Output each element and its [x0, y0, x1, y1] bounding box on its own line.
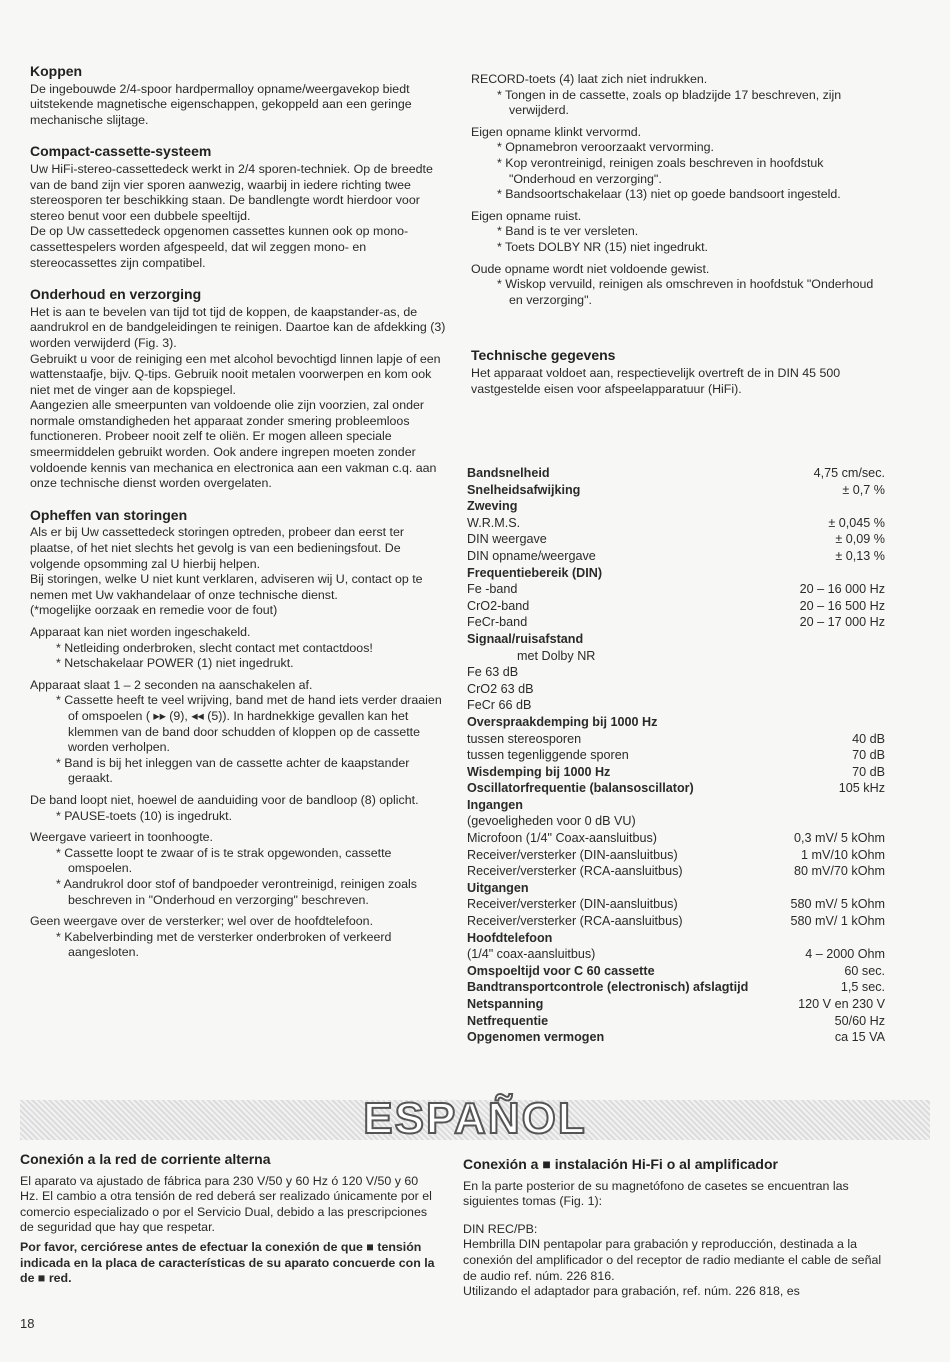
spec-row [467, 880, 885, 897]
spec-row [467, 498, 885, 515]
symptom-erase: Oude opname wordt niet voldoende gewist. [471, 261, 710, 276]
spec-value: 40 dB [852, 731, 885, 746]
spec-row [467, 946, 885, 963]
spec-row [467, 664, 885, 681]
spec-row [467, 913, 885, 930]
spec-label: tussen stereosporen [467, 731, 582, 746]
spec-row [467, 979, 885, 996]
spec-row [467, 548, 885, 565]
spec-value: 80 mV/70 kOhm [794, 864, 885, 879]
spec-row [467, 963, 885, 980]
spec-label: Netspanning [467, 997, 544, 1011]
spec-value: 1,5 sec. [840, 980, 885, 995]
spec-row [467, 813, 885, 830]
spec-row [467, 1013, 885, 1030]
spec-label: W.R.M.S. [467, 515, 521, 530]
spec-row [467, 482, 885, 499]
section-compact-cassette [30, 144, 448, 271]
spec-label: FeCr-band [467, 615, 528, 630]
spec-value: 580 mV/ 5 kOhm [790, 897, 885, 912]
spec-value: 0,3 mV/ 5 kOhm [794, 831, 885, 846]
spec-label: Hoofdtelefoon [467, 930, 553, 945]
spec-row [467, 731, 885, 748]
remedy-noise-1: * Band is te ver versleten. [471, 224, 889, 240]
spec-label: FeCr 66 dB [467, 698, 532, 713]
spec-row [467, 896, 885, 913]
spec-label: tussen tegenliggende sporen [467, 748, 629, 763]
spec-label: Wisdemping bij 1000 Hz [467, 764, 611, 779]
spec-row [467, 465, 885, 482]
spec-value: 105 kHz [838, 781, 885, 796]
koppen-text: De ingebouwde 2/4-spoor hardpermalloy opname/weergavekop biedt uitstekende magnetische eigenschappen, gekoppeld aan een geringe mechanische slijtage. [30, 81, 412, 127]
spec-value: 20 – 16 000 Hz [799, 582, 885, 597]
storingen-text-1: Als er bij Uw cassettedeck storingen optreden, probeer dan eerst ter plaatse, of het niet slechts het gevolg is van een bedieningsfout. De volgende opsomming zal U hierbij helpen. [30, 525, 404, 571]
spec-row [467, 631, 885, 648]
spec-row [467, 764, 885, 781]
conexion-hifi-text-4: Utilizando el adaptador para grabación, ref. núm. 226 818, es [463, 1284, 800, 1299]
onderhoud-text-1: Het is aan te bevelen van tijd tot tijd de koppen, de kaapstander-as, de aandrukrol en de bandgeleidingen te reinigen. Daartoe kan de afdekking (3) worden verwijderd (Fig. 3). [30, 304, 446, 350]
section-conexion-hifi [463, 1157, 883, 1300]
spec-row [467, 830, 885, 847]
spec-value: 1 mV/10 kOhm [801, 847, 885, 862]
heading-compact-cassette: Compact-cassette-systeem [30, 143, 212, 160]
remedy-1-1: * Netleiding onderbroken, slecht contact met contactdoos! [30, 641, 448, 657]
spec-value: 20 – 17 000 Hz [799, 615, 885, 630]
remedy-distorted-2: * Kop verontreinigd, reinigen zoals beschreven in hoofdstuk "Onderhoud en verzorging". [471, 156, 889, 187]
technische-intro: Het apparaat voldoet aan, respectievelijk overtreft de in DIN 45 500 vastgestelde eisen voor afspeelapparatuur (HiFi). [471, 365, 841, 396]
remedy-noise-2: * Toets DOLBY NR (15) niet ingedrukt. [471, 240, 889, 256]
spec-row [467, 1029, 885, 1046]
section-storingen [30, 508, 448, 961]
remedy-distorted-3: * Bandsoortschakelaar (13) niet op goede bandsoort ingesteld. [471, 187, 889, 203]
symptom-1: Apparaat kan niet worden ingeschakeld. [30, 625, 251, 639]
symptom-2: Apparaat slaat 1 – 2 seconden na aanschakelen af. [30, 677, 313, 692]
spec-label: Signaal/ruisafstand [467, 631, 584, 646]
spec-row [467, 863, 885, 880]
compact-text-1: Uw HiFi-stereo-cassettedeck werkt in 2/4 sporen-techniek. Op de breedte van de band zijn vier sporen aanwezig, waarbij in iedere richting twee stereosporen ter beschikking staan. De bandlengte wordt hierdoor voor stereo benut voor een dubbele speeltijd. [30, 161, 433, 223]
spec-row [467, 598, 885, 615]
conexion-red-text-1: El aparato va ajustado de fábrica para 230 V/50 y 60 Hz ó 120 V/50 y 60 Hz. El cambio a otra tensión de red deberá ser realizado únicamente por el comercio especializado o por el Servicio Dual, debido a las prescripciones de seguridad que hay que respetar. [20, 1173, 432, 1235]
left-column [30, 64, 448, 977]
spec-row [467, 847, 885, 864]
spec-label: Uitgangen [467, 880, 529, 895]
symptom-3: De band loopt niet, hoewel de aanduiding voor de bandloop (8) oplicht. [30, 792, 419, 807]
spec-row [467, 714, 885, 731]
section-conexion-red [20, 1152, 440, 1287]
remedy-3-1: * PAUSE-toets (10) is ingedrukt. [30, 809, 448, 825]
compact-text-2: De op Uw cassettedeck opgenomen cassettes kunnen ook op mono-cassettespelers worden afgespeeld, dat wil zeggen mono- en stereocassettes zijn compatibel. [30, 224, 409, 270]
remedy-record-1: * Tongen in de cassette, zoals op bladzijde 17 beschreven, zijn verwijderd. [471, 88, 889, 119]
spec-row [467, 930, 885, 947]
spec-row [467, 797, 885, 814]
spec-value: ca 15 VA [834, 1030, 885, 1045]
section-onderhoud [30, 287, 448, 492]
storingen-text-3: (*mogelijke oorzaak en remedie voor de fout) [30, 603, 278, 618]
conexion-hifi-text-3: Hembrilla DIN pentapolar para grabación y reproducción, destinada a la conexión del amplificador o del receptor de radio mediante el cable de señal de audio ref. núm. 226 816. [463, 1237, 882, 1283]
spec-value: 20 – 16 500 Hz [799, 598, 885, 613]
heading-conexion-red: Conexión a la red de corriente alterna [20, 1151, 271, 1167]
spec-label: Overspraakdemping bij 1000 Hz [467, 714, 658, 729]
spec-row [467, 515, 885, 532]
spec-label: Snelheidsafwijking [467, 482, 581, 497]
remedy-4-2: * Aandrukrol door stof of bandpoeder verontreinigd, reinigen zoals beschreven in "Onderhoud en verzorging" beschreven. [30, 877, 448, 908]
spec-row [467, 697, 885, 714]
remedy-erase-1: * Wiskop vervuild, reinigen als omschreven in hoofdstuk "Onderhoud en verzorging". [471, 277, 889, 308]
spec-value: ± 0,045 % [828, 515, 885, 530]
spec-row [467, 780, 885, 797]
spec-label: met Dolby NR [517, 648, 596, 663]
spec-label: Fe 63 dB [467, 665, 519, 680]
spec-label: CrO2 63 dB [467, 681, 534, 696]
spec-value: 70 dB [852, 748, 885, 763]
spec-label: CrO2-band [467, 598, 530, 613]
remedy-5-1: * Kabelverbinding met de versterker onderbroken of verkeerd aangesloten. [30, 930, 448, 961]
conexion-hifi-text-1: En la parte posterior de su magnetófono de casetes se encuentran las siguientes tomas (Fig. 1): [463, 1178, 849, 1209]
heading-conexion-hifi: Conexión a ■ instalación Hi-Fi o al amplificador [463, 1156, 778, 1172]
heading-storingen: Opheffen van storingen [30, 506, 188, 523]
conexion-red-text-2: Por favor, cerciórese antes de efectuar la conexión de que ■ tensión indicada en la placa de características de su aparato concuerde con la de ■ red. [20, 1239, 435, 1286]
spec-row [467, 614, 885, 631]
remedy-2-1: * Cassette heeft te veel wrijving, band met de hand iets verder draaien of omspoelen ( ▸▸ (9), ◂◂ (5)). In hardnekkige gevallen kan het klemmen van de band door schudden of kloppen op de cassette worden verholpen. [30, 693, 448, 755]
spec-value: 4,75 cm/sec. [813, 466, 885, 480]
spec-row [467, 681, 885, 698]
spec-value: ± 0,13 % [835, 548, 885, 563]
spec-value: 50/60 Hz [834, 1013, 885, 1028]
remedy-2-2: * Band is bij het inleggen van de cassette achter de kaapstander geraakt. [30, 756, 448, 787]
spec-label: Opgenomen vermogen [467, 1030, 605, 1045]
spec-label: Omspoeltijd voor C 60 cassette [467, 963, 655, 978]
spec-value: 120 V en 230 V [798, 997, 885, 1011]
page-number: 18 [20, 1316, 35, 1331]
spec-value: 60 sec. [844, 963, 885, 978]
banner-title: ESPAÑOL [363, 1094, 587, 1143]
spec-label: Bandsnelheid [467, 466, 550, 480]
symptom-5: Geen weergave over de versterker; wel over de hoofdtelefoon. [30, 914, 374, 929]
spec-value: ± 0,7 % [842, 482, 885, 497]
spec-label: Bandtransportcontrole (electronisch) afslagtijd [467, 980, 749, 995]
conexion-hifi-text-2: DIN REC/PB: [463, 1221, 538, 1236]
spec-label: Frequentiebereik (DIN) [467, 565, 603, 580]
symptom-noise: Eigen opname ruist. [471, 208, 582, 223]
heading-technische-gegevens: Technische gegevens [471, 347, 616, 364]
storingen-text-2: Bij storingen, welke U niet kunt verklaren, adviseren wij U, contact op te nemen met Uw vakhandelaar of onze technische dienst. [30, 572, 423, 602]
onderhoud-text-3: Aangezien alle smeerpunten van voldoende olie zijn voorzien, zal onder normale omstandigheden het apparaat zonder smering probleemloos functioneren. Probeer nooit zelf te oliën. Er mogen alleen speciale smeermiddelen gebruikt worden. Ook andere ingrepen moeten zonder voldoende kennis van mechanica en electronica aan een vakman c.q. aan onze technische dienst worden overgelaten. [30, 398, 437, 491]
spec-label: Netfrequentie [467, 1013, 549, 1028]
section-koppen [30, 64, 448, 128]
spec-value: 4 – 2000 Ohm [805, 947, 885, 962]
symptom-distorted: Eigen opname klinkt vervormd. [471, 124, 642, 139]
spec-label: Oscillatorfrequentie (balansoscillator) [467, 781, 694, 796]
spec-label: Receiver/versterker (RCA-aansluitbus) [467, 864, 683, 879]
spec-value: 580 mV/ 1 kOhm [790, 914, 885, 929]
spec-label: DIN opname/weergave [467, 548, 596, 563]
spec-label: DIN weergave [467, 532, 547, 547]
spec-row [467, 531, 885, 548]
spec-label: Receiver/versterker (RCA-aansluitbus) [467, 914, 683, 929]
symptom-4: Weergave varieert in toonhoogte. [30, 830, 213, 845]
remedy-4-1: * Cassette loopt te zwaar of is te strak opgewonden, cassette omspoelen. [30, 846, 448, 877]
spec-label: (gevoeligheden voor 0 dB VU) [467, 814, 636, 829]
spec-row [467, 565, 885, 582]
spec-row [467, 996, 885, 1013]
spec-row [467, 648, 885, 665]
remedy-distorted-1: * Opnamebron veroorzaakt vervorming. [471, 140, 889, 156]
spec-label: Microfoon (1/4" Coax-aansluitbus) [467, 831, 657, 846]
symptom-record: RECORD-toets (4) laat zich niet indrukken. [471, 72, 708, 86]
spec-label: Receiver/versterker (DIN-aansluitbus) [467, 847, 678, 862]
spec-table [467, 465, 885, 1046]
spec-label: (1/4" coax-aansluitbus) [467, 947, 596, 962]
spec-value: 70 dB [852, 764, 885, 779]
language-banner [20, 1094, 930, 1143]
spec-label: Zweving [467, 499, 518, 514]
spec-row [467, 581, 885, 598]
spec-value: ± 0,09 % [835, 532, 885, 547]
heading-onderhoud: Onderhoud en verzorging [30, 286, 202, 303]
right-column [471, 72, 889, 397]
spec-label: Fe -band [467, 582, 518, 597]
spec-label: Receiver/versterker (DIN-aansluitbus) [467, 897, 678, 912]
remedy-1-2: * Netschakelaar POWER (1) niet ingedrukt. [30, 656, 448, 672]
spec-label: Ingangen [467, 797, 523, 812]
heading-koppen: Koppen [30, 63, 83, 79]
onderhoud-text-2: Gebruikt u voor de reiniging een met alcohol bevochtigd linnen lapje of een wattenstaafje, bijv. Q-tips. Gebruik nooit metalen voorwerpen en kom ook niet met de vinger aan de kopspiegel. [30, 351, 441, 397]
spec-row [467, 747, 885, 764]
